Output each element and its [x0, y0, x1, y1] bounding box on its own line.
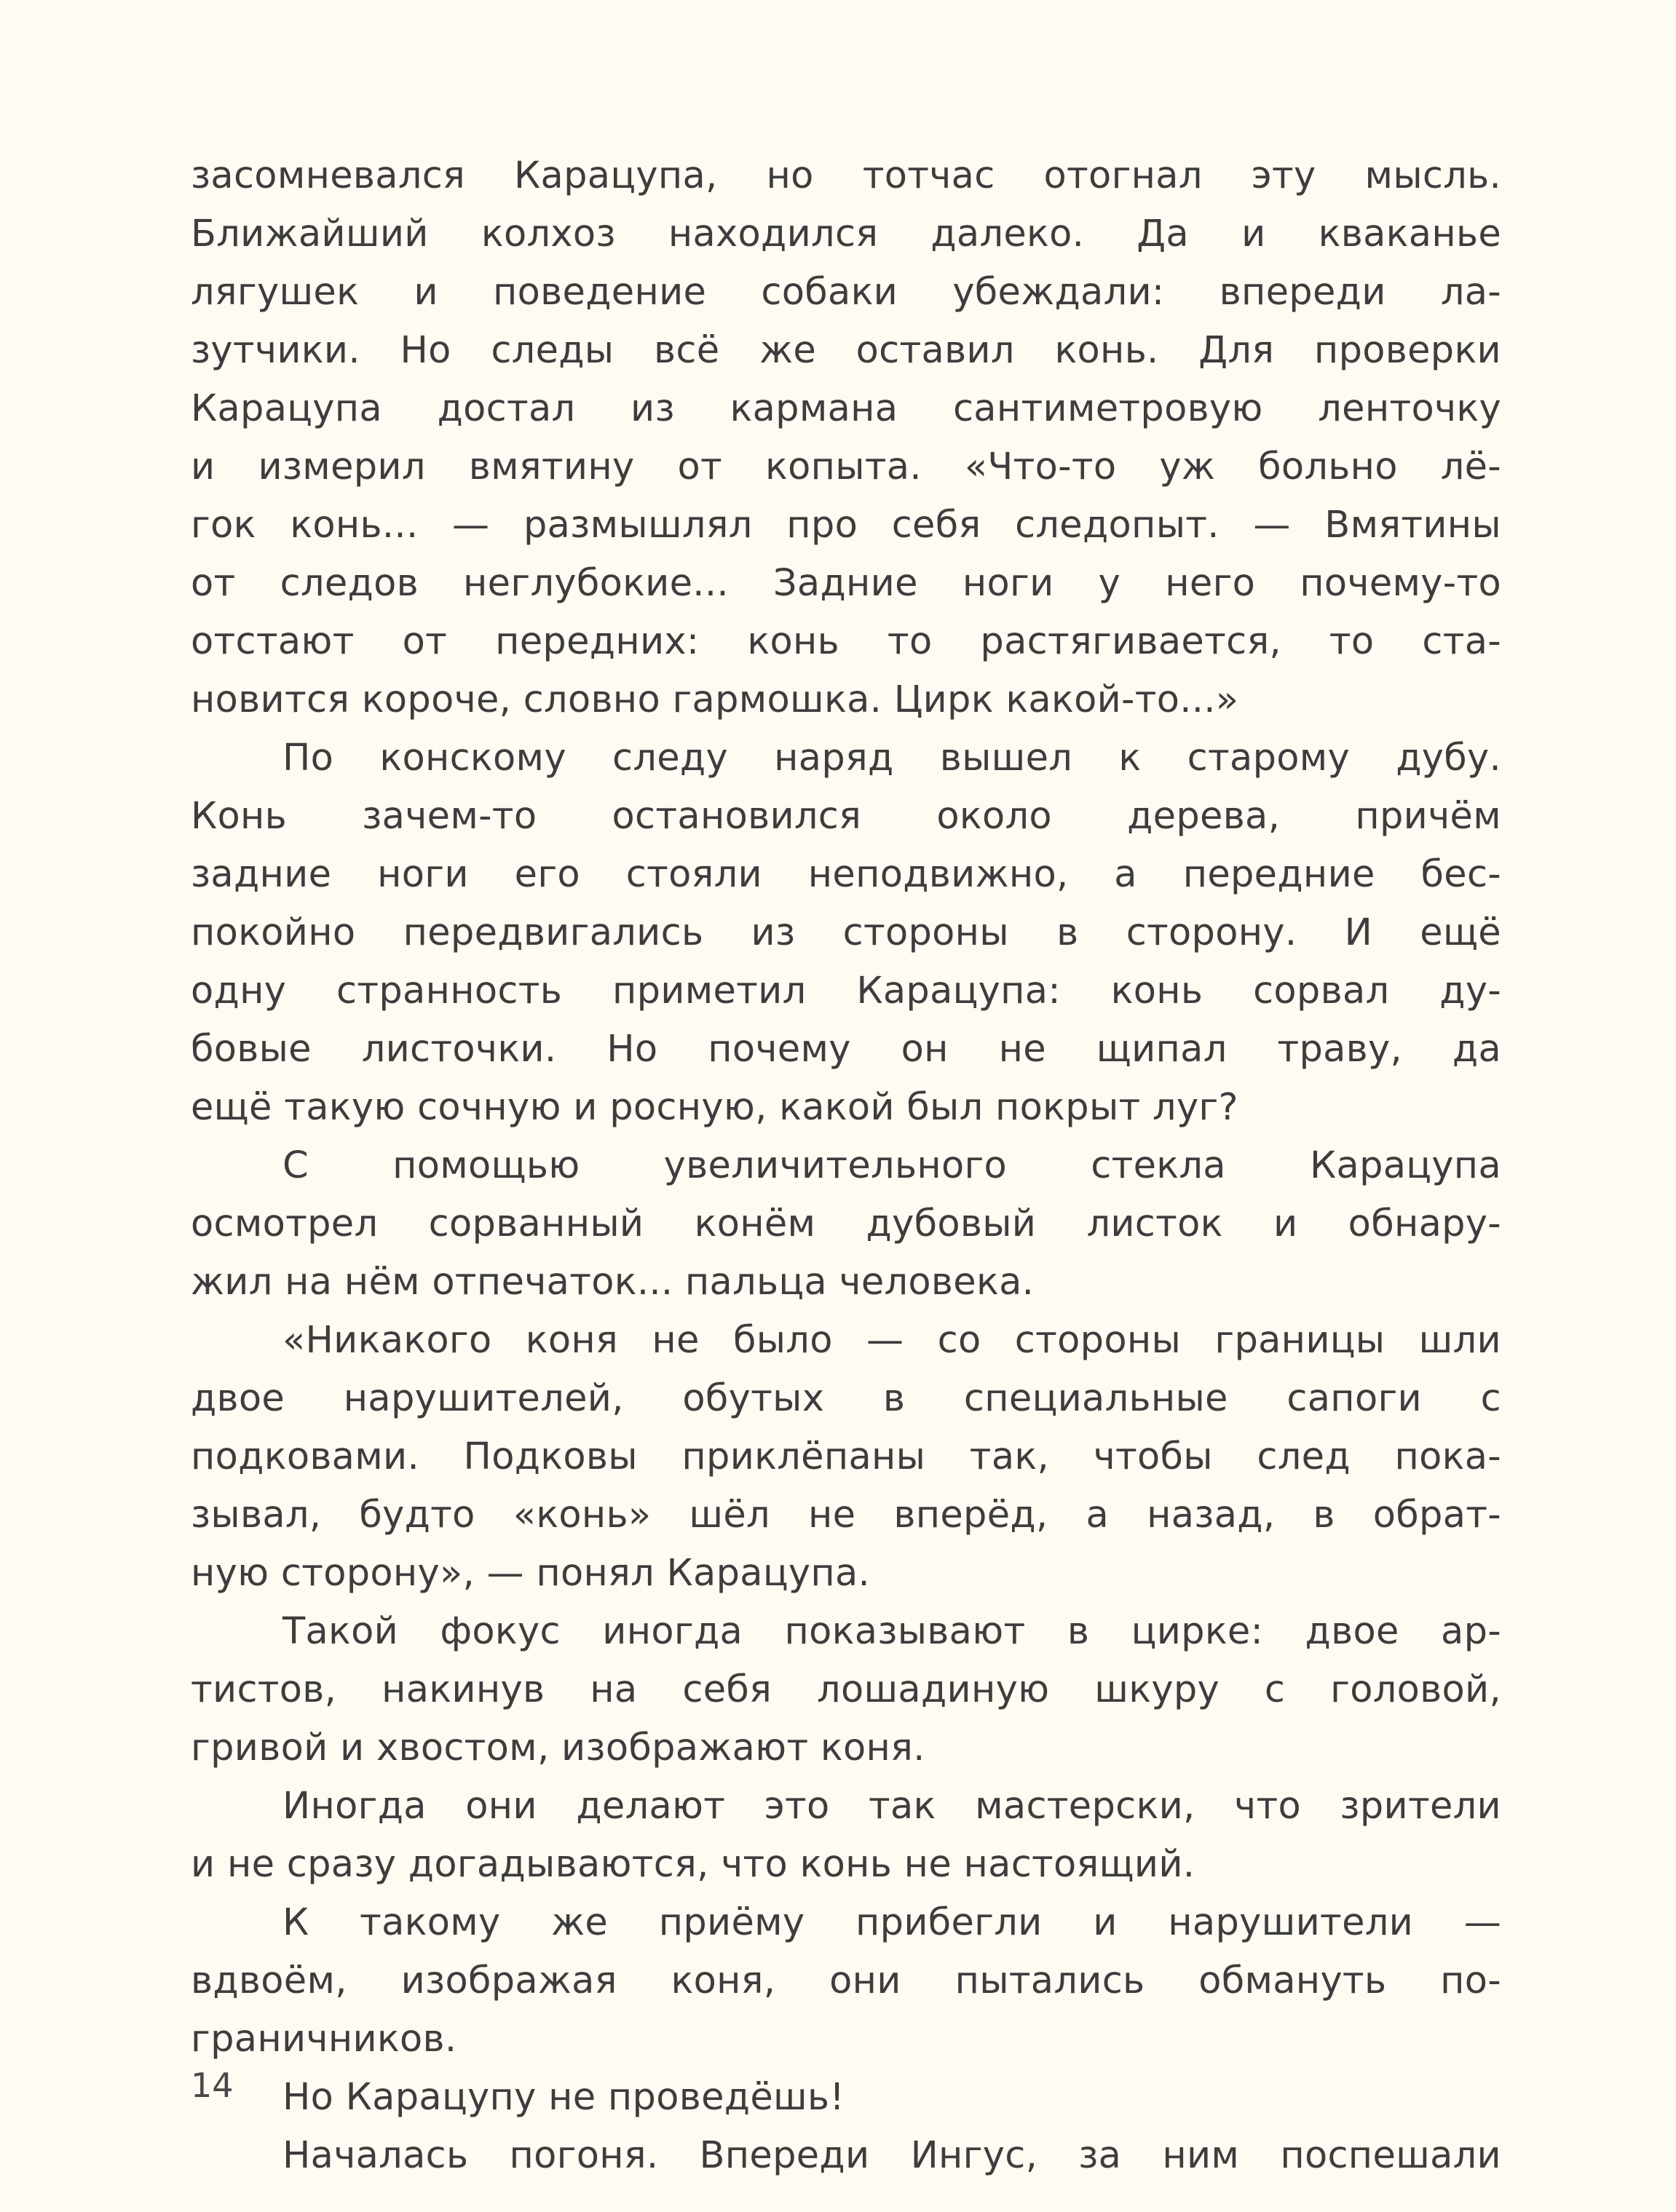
- text-line: гок конь... — размышлял про себя следопыт. — Вмятины: [191, 504, 1501, 547]
- text-line: Но Карацупу не проведёшь!: [282, 2076, 845, 2119]
- text-line: одну странность приметил Карацупа: конь сорвал ду-: [191, 970, 1501, 1012]
- page-number: 14: [191, 2066, 234, 2105]
- text-line: и измерил вмятину от копыта. «Что-то уж больно лё-: [191, 445, 1501, 488]
- text-line: отстают от передних: конь то растягивается, то ста-: [191, 620, 1501, 663]
- text-line: вдвоём, изображая коня, они пытались обмануть по-: [191, 1959, 1501, 2002]
- text-line: Ближайший колхоз находился далеко. Да и кваканье: [191, 213, 1501, 255]
- text-line: засомневался Карацупа, но тотчас отогнал эту мысль.: [191, 154, 1501, 197]
- text-line: Началась погоня. Впереди Ингус, за ним поспешали: [282, 2134, 1501, 2177]
- text-line: от следов неглубокие... Задние ноги у него почему-то: [191, 562, 1501, 605]
- text-line: Конь зачем-то остановился около дерева, причём: [191, 795, 1501, 838]
- text-line: осмотрел сорванный конём дубовый листок и обнару-: [191, 1202, 1501, 1245]
- text-line: лягушек и поведение собаки убеждали: впереди ла-: [191, 271, 1501, 314]
- text-line: ную сторону», — понял Карацупа.: [191, 1552, 871, 1595]
- text-line: Иногда они делают это так мастерски, что зрители: [282, 1785, 1501, 1828]
- text-line: новится короче, словно гармошка. Цирк какой-то...»: [191, 678, 1239, 721]
- text-line: двое нарушителей, обутых в специальные сапоги с: [191, 1377, 1501, 1420]
- text-line: подковами. Подковы приклёпаны так, чтобы след пока-: [191, 1435, 1501, 1478]
- text-line: К такому же приёму прибегли и нарушители —: [282, 1901, 1501, 1944]
- text-line: покойно передвигались из стороны в сторону. И ещё: [191, 911, 1501, 954]
- text-line: «Никакого коня не было — со стороны границы шли: [282, 1319, 1501, 1362]
- text-line: тистов, накинув на себя лошадиную шкуру с головой,: [191, 1668, 1501, 1711]
- text-line: зывал, будто «конь» шёл не вперёд, а назад, в обрат-: [191, 1494, 1501, 1537]
- text-line: ещё такую сочную и росную, какой был покрыт луг?: [191, 1086, 1238, 1129]
- text-line: жил на нём отпечаток... пальца человека.: [191, 1261, 1035, 1304]
- text-line: По конскому следу наряд вышел к старому дубу.: [282, 737, 1501, 780]
- text-line: С помощью увеличительного стекла Карацупа: [282, 1144, 1501, 1187]
- text-line: гривой и хвостом, изображают коня.: [191, 1727, 925, 1769]
- text-line: и не сразу догадываются, что конь не настоящий.: [191, 1843, 1195, 1886]
- text-line: задние ноги его стояли неподвижно, а передние бес-: [191, 853, 1501, 896]
- text-line: зутчики. Но следы всё же оставил конь. Для проверки: [191, 329, 1501, 372]
- text-line: Такой фокус иногда показывают в цирке: двое ар-: [282, 1610, 1501, 1653]
- text-line: граничников.: [191, 2018, 457, 2061]
- text-line: Карацупа достал из кармана сантиметровую ленточку: [191, 387, 1501, 430]
- text-line: бовые листочки. Но почему он не щипал траву, да: [191, 1028, 1501, 1071]
